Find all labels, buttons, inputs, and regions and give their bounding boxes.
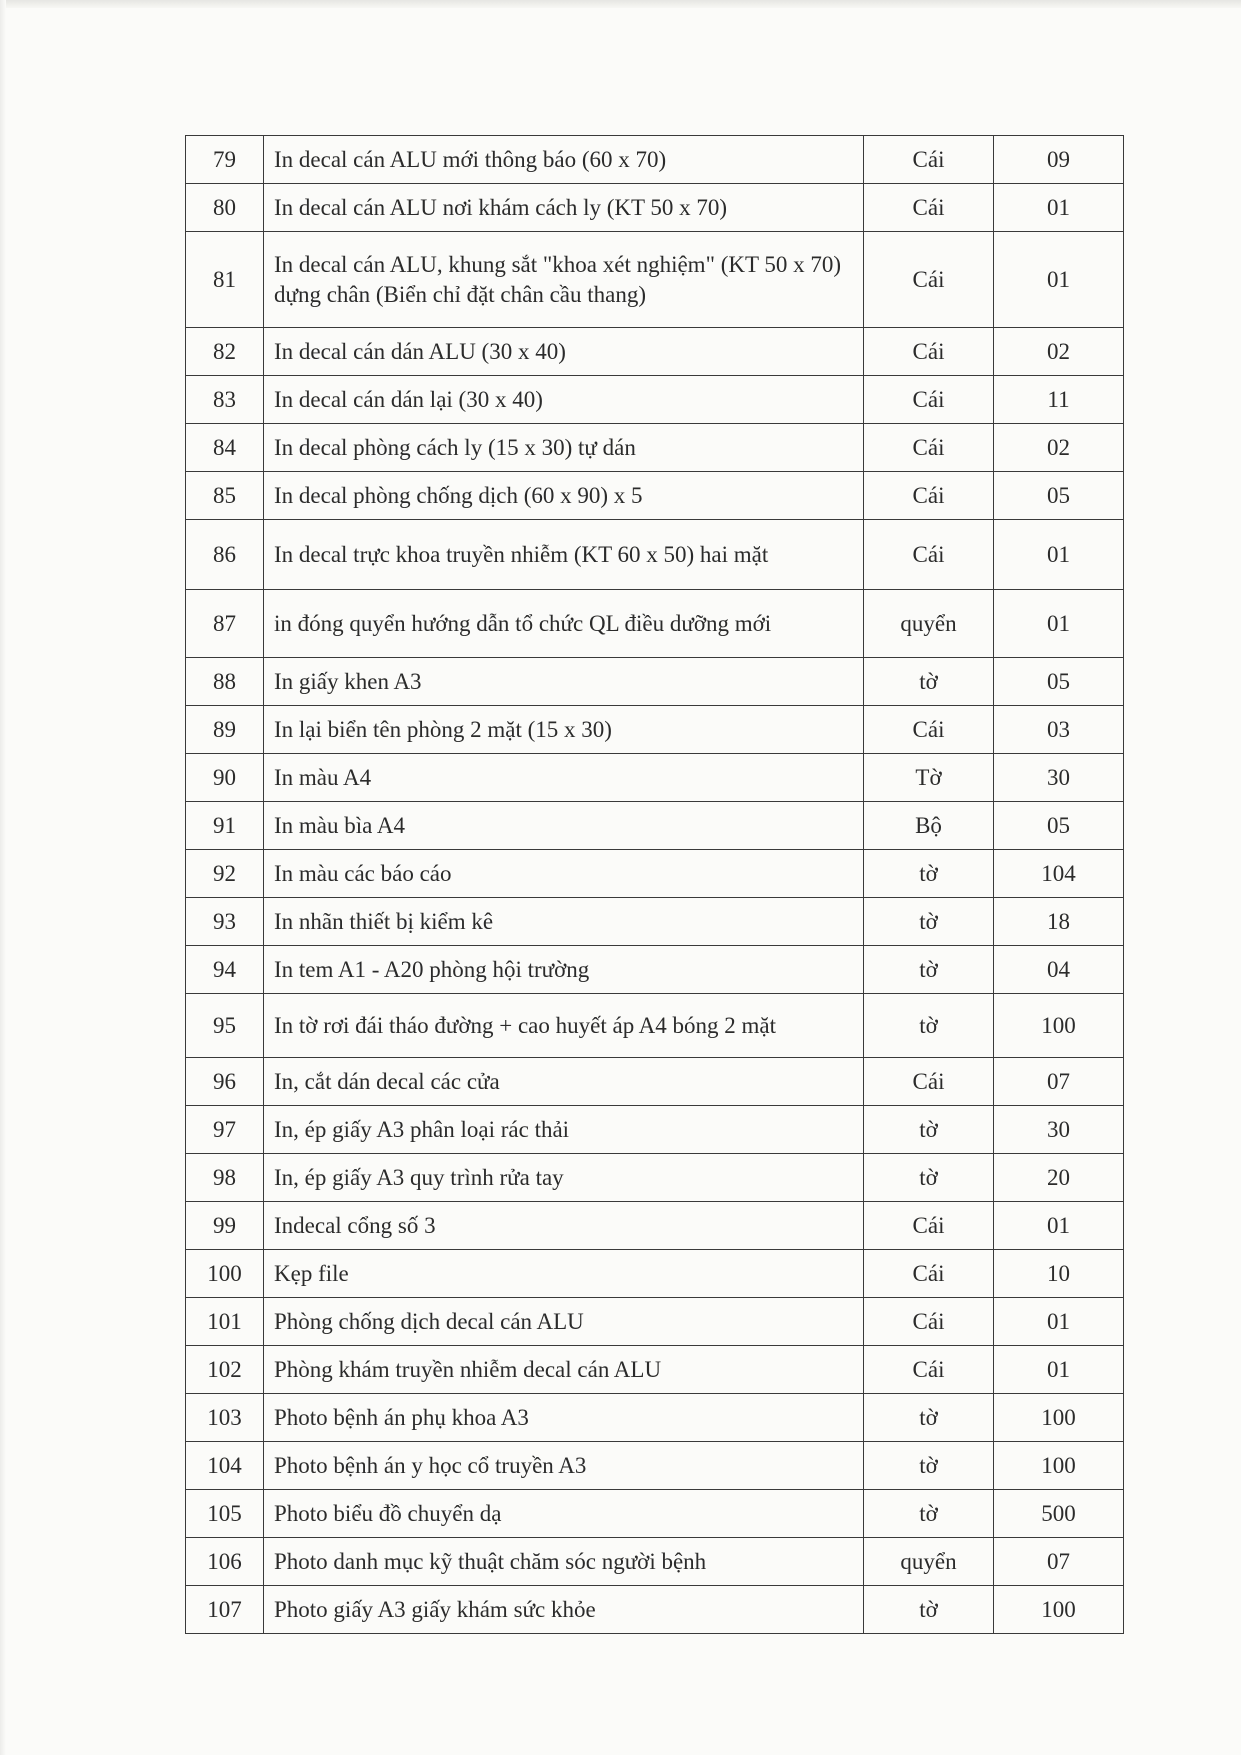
row-number: 82	[186, 328, 264, 376]
row-number: 88	[186, 658, 264, 706]
scan-edge-left	[0, 0, 6, 1755]
item-name: In decal trực khoa truyền nhiễm (KT 60 x 50) hai mặt	[264, 520, 864, 590]
row-number: 93	[186, 898, 264, 946]
item-quantity: 03	[994, 706, 1124, 754]
table-row	[186, 1298, 1124, 1346]
item-name: In decal cán ALU, khung sắt "khoa xét nghiệm" (KT 50 x 70) dựng chân (Biển chỉ đặt chân cầu thang)	[264, 232, 864, 328]
item-name: Indecal cổng số 3	[264, 1202, 864, 1250]
item-unit: Cái	[864, 136, 994, 184]
item-name: In nhãn thiết bị kiểm kê	[264, 898, 864, 946]
item-quantity: 02	[994, 328, 1124, 376]
item-quantity: 01	[994, 1202, 1124, 1250]
row-number: 105	[186, 1490, 264, 1538]
item-unit: Cái	[864, 1058, 994, 1106]
table-row	[186, 1538, 1124, 1586]
table-row	[186, 1442, 1124, 1490]
item-unit: Cái	[864, 376, 994, 424]
row-number: 104	[186, 1442, 264, 1490]
item-quantity: 05	[994, 658, 1124, 706]
item-unit: Tờ	[864, 754, 994, 802]
item-unit: Cái	[864, 706, 994, 754]
item-quantity: 02	[994, 424, 1124, 472]
item-quantity: 500	[994, 1490, 1124, 1538]
table-row	[186, 232, 1124, 328]
item-quantity: 100	[994, 1394, 1124, 1442]
item-unit: tờ	[864, 1490, 994, 1538]
item-name: In màu A4	[264, 754, 864, 802]
item-unit: Cái	[864, 472, 994, 520]
item-unit: tờ	[864, 1442, 994, 1490]
item-name: In, ép giấy A3 phân loại rác thải	[264, 1106, 864, 1154]
item-unit: tờ	[864, 1586, 994, 1634]
table-row	[186, 1202, 1124, 1250]
item-unit: Cái	[864, 520, 994, 590]
table-row	[186, 850, 1124, 898]
item-name: In decal cán dán ALU (30 x 40)	[264, 328, 864, 376]
item-unit: tờ	[864, 1106, 994, 1154]
scan-edge-top	[0, 0, 1241, 8]
table-row	[186, 802, 1124, 850]
item-unit: tờ	[864, 898, 994, 946]
row-number: 91	[186, 802, 264, 850]
item-quantity: 01	[994, 520, 1124, 590]
item-quantity: 01	[994, 1346, 1124, 1394]
item-unit: tờ	[864, 850, 994, 898]
row-number: 94	[186, 946, 264, 994]
row-number: 79	[186, 136, 264, 184]
item-name: Photo bệnh án phụ khoa A3	[264, 1394, 864, 1442]
item-quantity: 01	[994, 184, 1124, 232]
item-name: In tem A1 - A20 phòng hội trường	[264, 946, 864, 994]
item-name: Phòng khám truyền nhiễm decal cán ALU	[264, 1346, 864, 1394]
item-name: In màu các báo cáo	[264, 850, 864, 898]
item-quantity: 100	[994, 994, 1124, 1058]
row-number: 84	[186, 424, 264, 472]
row-number: 86	[186, 520, 264, 590]
item-quantity: 104	[994, 850, 1124, 898]
item-quantity: 30	[994, 754, 1124, 802]
item-unit: tờ	[864, 658, 994, 706]
item-name: In tờ rơi đái tháo đường + cao huyết áp A4 bóng 2 mặt	[264, 994, 864, 1058]
table-row	[186, 520, 1124, 590]
item-name: Phòng chống dịch decal cán ALU	[264, 1298, 864, 1346]
row-number: 80	[186, 184, 264, 232]
row-number: 98	[186, 1154, 264, 1202]
row-number: 102	[186, 1346, 264, 1394]
item-unit: Bộ	[864, 802, 994, 850]
row-number: 101	[186, 1298, 264, 1346]
items-table-body	[186, 136, 1124, 1634]
table-row	[186, 1490, 1124, 1538]
table-row	[186, 1106, 1124, 1154]
item-quantity: 01	[994, 1298, 1124, 1346]
item-name: Photo bệnh án y học cổ truyền A3	[264, 1442, 864, 1490]
table-row	[186, 1058, 1124, 1106]
table-row	[186, 946, 1124, 994]
row-number: 92	[186, 850, 264, 898]
item-unit: tờ	[864, 1394, 994, 1442]
item-unit: quyển	[864, 590, 994, 658]
item-quantity: 05	[994, 802, 1124, 850]
item-quantity: 09	[994, 136, 1124, 184]
item-name: In decal cán dán lại (30 x 40)	[264, 376, 864, 424]
item-unit: Cái	[864, 232, 994, 328]
items-table	[185, 135, 1124, 1634]
item-unit: Cái	[864, 1250, 994, 1298]
item-name: Kẹp file	[264, 1250, 864, 1298]
table-row	[186, 424, 1124, 472]
item-unit: tờ	[864, 994, 994, 1058]
item-quantity: 07	[994, 1538, 1124, 1586]
table-row	[186, 184, 1124, 232]
table-row	[186, 1346, 1124, 1394]
item-unit: quyển	[864, 1538, 994, 1586]
item-unit: Cái	[864, 1202, 994, 1250]
row-number: 89	[186, 706, 264, 754]
item-unit: Cái	[864, 328, 994, 376]
table-row	[186, 1586, 1124, 1634]
item-name: In, ép giấy A3 quy trình rửa tay	[264, 1154, 864, 1202]
table-row	[186, 706, 1124, 754]
table-row	[186, 1250, 1124, 1298]
row-number: 107	[186, 1586, 264, 1634]
row-number: 87	[186, 590, 264, 658]
item-unit: Cái	[864, 184, 994, 232]
table-row	[186, 898, 1124, 946]
item-quantity: 04	[994, 946, 1124, 994]
row-number: 106	[186, 1538, 264, 1586]
item-name: In decal cán ALU nơi khám cách ly (KT 50 x 70)	[264, 184, 864, 232]
item-name: In, cắt dán decal các cửa	[264, 1058, 864, 1106]
item-quantity: 100	[994, 1442, 1124, 1490]
item-name: In màu bìa A4	[264, 802, 864, 850]
item-quantity: 30	[994, 1106, 1124, 1154]
table-row	[186, 328, 1124, 376]
item-unit: Cái	[864, 1298, 994, 1346]
item-name: In giấy khen A3	[264, 658, 864, 706]
item-name: In decal phòng chống dịch (60 x 90) x 5	[264, 472, 864, 520]
row-number: 90	[186, 754, 264, 802]
row-number: 97	[186, 1106, 264, 1154]
item-quantity: 18	[994, 898, 1124, 946]
item-name: Photo giấy A3 giấy khám sức khỏe	[264, 1586, 864, 1634]
table-row	[186, 754, 1124, 802]
row-number: 99	[186, 1202, 264, 1250]
item-name: in đóng quyển hướng dẫn tổ chức QL điều dưỡng mới	[264, 590, 864, 658]
item-name: Photo danh mục kỹ thuật chăm sóc người bệnh	[264, 1538, 864, 1586]
table-row	[186, 1394, 1124, 1442]
item-quantity: 05	[994, 472, 1124, 520]
item-unit: Cái	[864, 1346, 994, 1394]
row-number: 81	[186, 232, 264, 328]
table-row	[186, 1154, 1124, 1202]
item-quantity: 01	[994, 590, 1124, 658]
item-quantity: 20	[994, 1154, 1124, 1202]
row-number: 95	[186, 994, 264, 1058]
item-unit: tờ	[864, 1154, 994, 1202]
item-quantity: 11	[994, 376, 1124, 424]
item-name: Photo biểu đồ chuyển dạ	[264, 1490, 864, 1538]
item-name: In decal cán ALU mới thông báo (60 x 70)	[264, 136, 864, 184]
row-number: 103	[186, 1394, 264, 1442]
table-row	[186, 472, 1124, 520]
table-row	[186, 994, 1124, 1058]
item-unit: tờ	[864, 946, 994, 994]
table-row	[186, 136, 1124, 184]
table-row	[186, 376, 1124, 424]
row-number: 96	[186, 1058, 264, 1106]
item-quantity: 10	[994, 1250, 1124, 1298]
item-quantity: 07	[994, 1058, 1124, 1106]
item-name: In decal phòng cách ly (15 x 30) tự dán	[264, 424, 864, 472]
row-number: 100	[186, 1250, 264, 1298]
item-name: In lại biển tên phòng 2 mặt (15 x 30)	[264, 706, 864, 754]
table-row	[186, 590, 1124, 658]
row-number: 85	[186, 472, 264, 520]
row-number: 83	[186, 376, 264, 424]
item-quantity: 01	[994, 232, 1124, 328]
item-quantity: 100	[994, 1586, 1124, 1634]
item-unit: Cái	[864, 424, 994, 472]
table-row	[186, 658, 1124, 706]
